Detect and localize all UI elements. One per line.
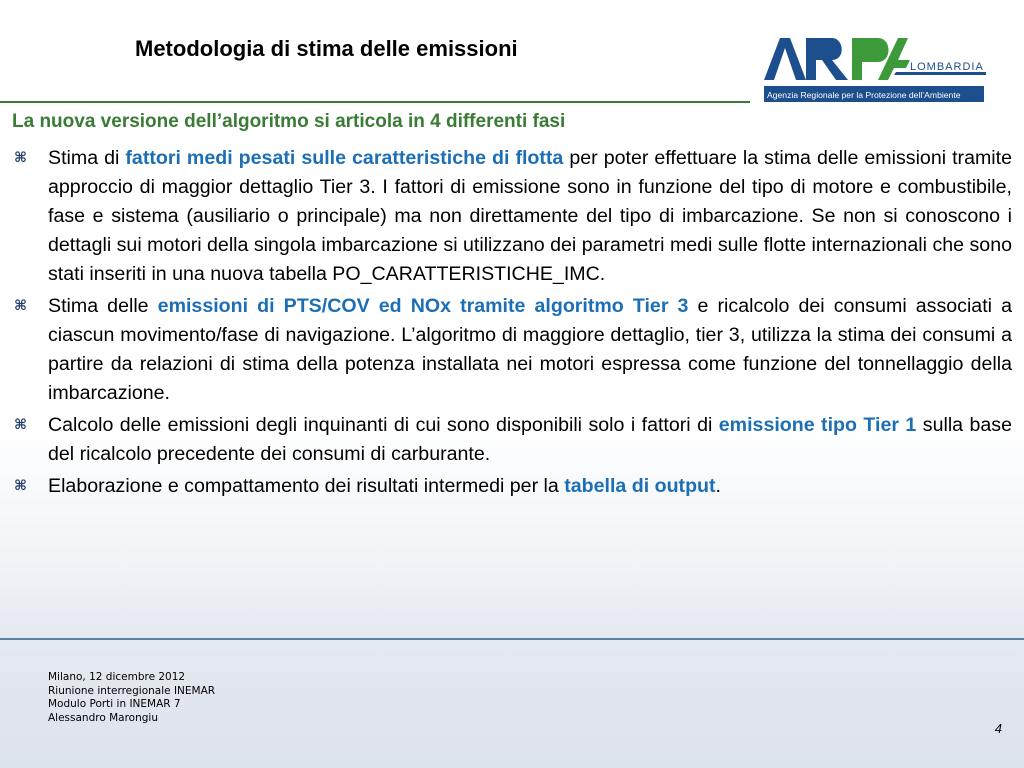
- square-knot-bullet-icon: ⌘: [14, 298, 27, 314]
- bullet-1-text-rest: per poter effettuare la stima delle emissioni tramite approccio di maggior dettaglio Tier 3. I fattori di emissione sono in funzione del tipo di motore e combustibile, fase e sistema (ausiliario o principale) ma non direttamente del tipo di imbarcazione. Se non si conoscono i dettagli sui motori della singola imbarcazione si utilizzano dei parametri medi sulle flotte internazionali che sono stati inseriti in una nuova tabella PO_CARATTERISTICHE_IMC.: [48, 147, 1012, 285]
- header-divider: [0, 101, 750, 103]
- footer-divider: [0, 638, 1024, 640]
- bullet-list: [14, 144, 1012, 504]
- square-knot-bullet-icon: ⌘: [14, 150, 27, 166]
- slide-subtitle: La nuova versione dell’algoritmo si articola in 4 differenti fasi: [12, 111, 566, 132]
- bullet-4-highlight: tabella di output: [564, 475, 716, 497]
- bullet-3-text: Calcolo delle emissioni degli inquinanti di cui sono disponibili solo i fattori di: [48, 414, 719, 436]
- bullet-item-3: [14, 411, 1012, 469]
- svg-text:LOMBARDIA: LOMBARDIA: [910, 61, 984, 73]
- bullet-item-1: [14, 144, 1012, 289]
- bullet-3-highlight: emissione tipo Tier 1: [718, 414, 917, 436]
- footer-date: Milano, 12 dicembre 2012: [48, 671, 186, 683]
- footer-meeting: Riunione interregionale INEMAR: [48, 684, 216, 697]
- bullet-2-text-rest: e ricalcolo dei consumi associati a ciascun movimento/fase di navigazione. L’algoritmo di maggiore dettaglio, tier 3, utilizza la stima dei consumi a partire da relazioni di stima della potenza installata nei motori espressa come funzione del tonnellaggio della imbarcazione.: [48, 295, 1012, 404]
- bullet-item-2: [14, 292, 1012, 408]
- bullet-4-text: Elaborazione e compattamento dei risultati intermedi per la: [48, 475, 565, 497]
- bullet-2-text: Stima delle: [48, 295, 158, 317]
- bullet-4-text-rest: .: [715, 475, 721, 497]
- bullet-3-text-rest: sulla base del ricalcolo precedente dei consumi di carburante.: [48, 414, 1012, 465]
- square-knot-bullet-icon: ⌘: [14, 478, 27, 494]
- bullet-1-highlight: fattori medi pesati sulle caratteristiche di flotta: [125, 147, 564, 169]
- page-number: 4: [994, 721, 1002, 736]
- arpa-lombardia-logo: [760, 30, 986, 108]
- square-knot-bullet-icon: ⌘: [14, 417, 27, 433]
- bullet-item-4: [14, 472, 1012, 501]
- bullet-1-text: Stima di: [48, 147, 126, 169]
- bullet-2-highlight: emissioni di PTS/COV ed NOx tramite algoritmo Tier 3: [157, 295, 689, 317]
- slide-title: Metodologia di stima delle emissioni: [135, 36, 518, 61]
- footer-info: [48, 671, 215, 725]
- svg-text:Agenzia Regionale per la Prote: Agenzia Regionale per la Protezione dell’Ambiente: [767, 90, 961, 100]
- footer-author: Alessandro Marongiu: [48, 711, 158, 724]
- footer-module: Modulo Porti in INEMAR 7: [48, 698, 181, 710]
